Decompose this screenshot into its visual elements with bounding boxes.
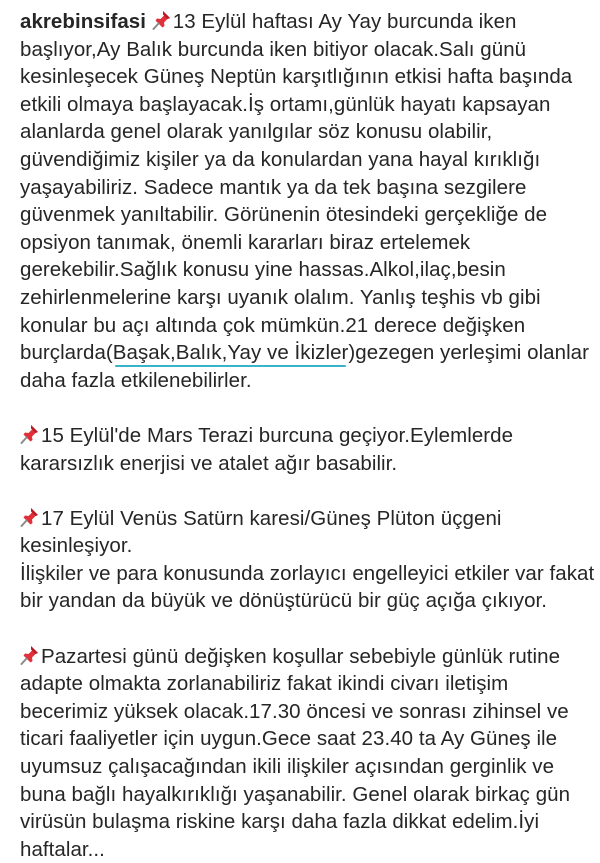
caption-line: başlıyor,Ay Balık burcunda iken bitiyor olacak.Salı günü — [20, 37, 527, 61]
caption-line: burçlarda(Başak,Balık,Yay ve İkizler)gezegen yerleşimi olanlar — [20, 341, 590, 365]
pushpin-icon — [20, 423, 40, 445]
caption-line: konular bu açı altında çok mümkün.21 derece değişken — [20, 313, 526, 337]
caption-line: akrebinsifasi 13 Eylül haftası Ay Yay burcunda iken — [20, 10, 517, 33]
caption-line: opsiyon tanımak, önemli kararları biraz ertelemek — [20, 230, 471, 254]
caption-line: güvenmek yanıltabilir. Görünenin ötesindeki gerçekliğe de — [20, 203, 548, 227]
caption-line: haftalar... — [20, 837, 105, 861]
caption-line: uyumsuz çalışacağından ikili ilişkiler açısından gerginlik ve — [20, 755, 555, 779]
caption-line: adapte olmakta zorlanabiliriz fakat ikindi civarı iletişim — [20, 672, 509, 696]
caption-line: güvendiğimiz kişiler ya da konulardan yana hayal kırıklığı — [20, 147, 541, 171]
caption-line: gerekebilir.Sağlık konusu yine hassas.Alkol,ilaç,besin — [20, 258, 506, 282]
caption-paragraph-4 — [20, 643, 582, 863]
caption-line: daha fazla etkilenebilirler. — [20, 368, 252, 392]
caption-paragraph-3 — [20, 505, 595, 615]
pushpin-icon — [20, 644, 40, 666]
paragraph-spacer — [20, 477, 582, 505]
caption-line: virüsün bulaşma riskine karşı daha fazla dikkat edelim.İyi — [20, 810, 540, 834]
paragraph-spacer — [20, 615, 582, 643]
pushpin-icon — [20, 506, 40, 528]
caption-line: zehirlenmelerine karşı uyanık olalım. Yanlış teşhis vb gibi — [20, 285, 541, 309]
caption-line: etkili olmaya başlayacak.İş ortamı,günlük hayatı kapsayan — [20, 92, 551, 116]
caption-paragraph-1 — [20, 8, 590, 394]
caption-line: alanlarda genel olarak yanılgılar söz konusu olabilir, — [20, 120, 493, 144]
caption-line: İlişkiler ve para konusunda zorlayıcı engelleyici etkiler var fakat — [20, 561, 595, 585]
username-link[interactable]: akrebinsifasi — [20, 10, 146, 33]
paragraph-spacer — [20, 394, 582, 422]
caption-line: bir yandan da büyük ve dönüştürücü bir güç açığa çıkıyor. — [20, 589, 548, 613]
caption-line: kesinleşiyor. — [20, 534, 133, 558]
caption-line: kesinleşecek Güneş Neptün karşıtlığının etkisi hafta başında — [20, 65, 573, 89]
caption-line: becerimiz yüksek olacak.17.30 öncesi ve sonrası zihinsel ve — [20, 699, 569, 723]
caption-line: Pazartesi günü değişken koşullar sebebiyle günlük rutine — [20, 643, 582, 671]
caption-line: kararsızlık enerjisi ve atalet ağır basabilir. — [20, 451, 398, 475]
pushpin-icon — [152, 9, 172, 31]
caption-line: buna bağlı hayalkırıklığı yaşanabilir. Genel olarak birkaç gün — [20, 782, 571, 806]
caption-line: ticari faaliyetler için uygun.Gece saat 23.40 ta Ay Güneş ile — [20, 727, 558, 751]
highlighted-signs: Başak,Balık,Yay ve İkizler — [112, 341, 349, 365]
caption-line: 17 Eylül Venüs Satürn karesi/Güneş Plüton üçgeni — [20, 505, 582, 533]
caption-paragraph-2 — [20, 422, 582, 477]
caption-line: 15 Eylül'de Mars Terazi burcuna geçiyor.Eylemlerde — [20, 422, 582, 450]
caption-line: yaşayabiliriz. Sadece mantık ya da tek başına sezgilere — [20, 175, 527, 199]
